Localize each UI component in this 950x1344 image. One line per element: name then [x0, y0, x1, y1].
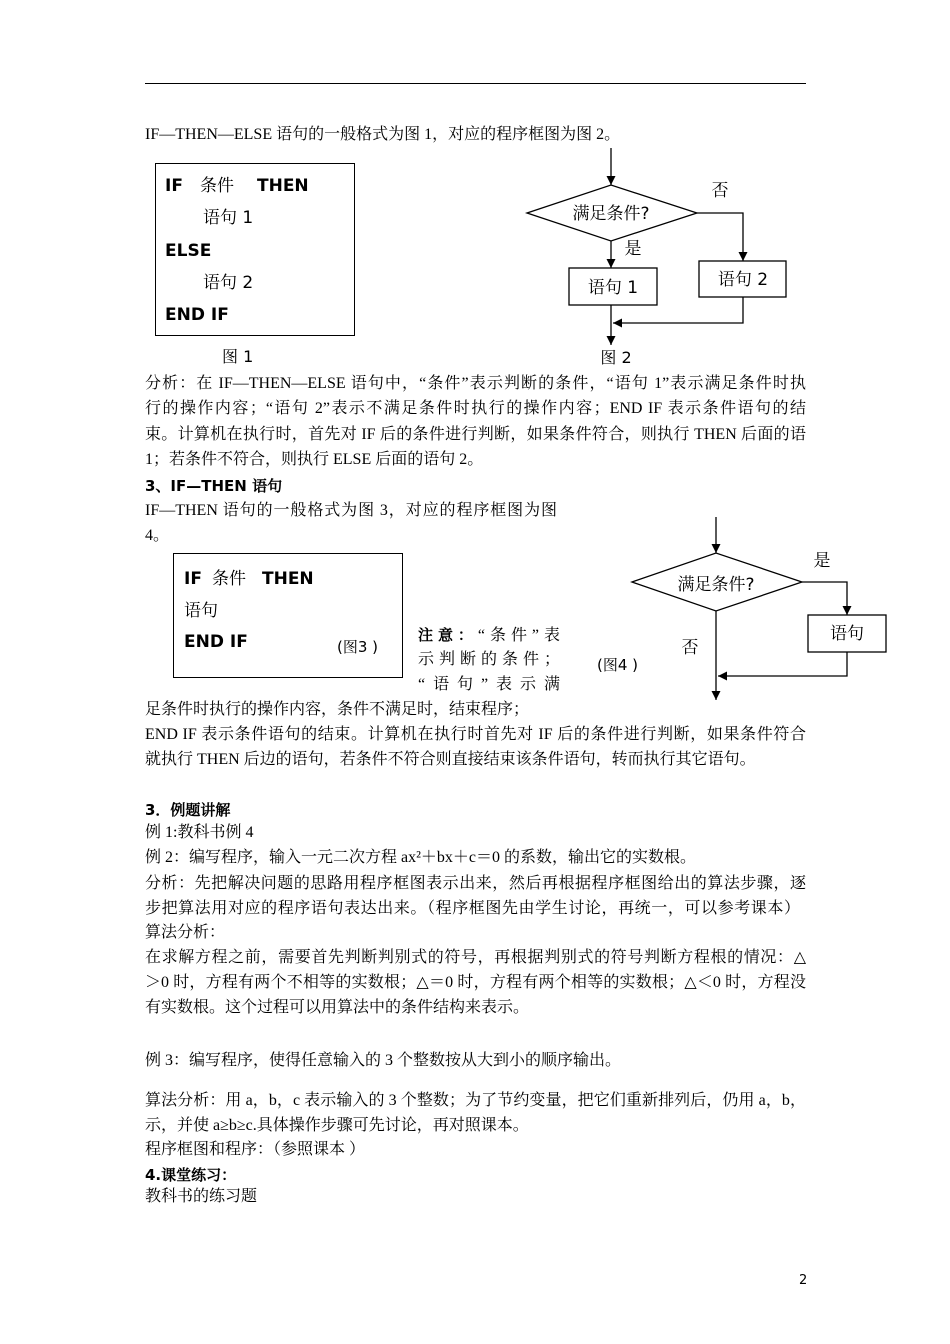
fig4-yes-label: 是	[813, 551, 831, 571]
fig2-no-branch-arrow	[697, 213, 743, 261]
fig3-end-if-keyword: END IF	[184, 632, 248, 652]
note-label: 注意：	[418, 626, 478, 644]
fig1-statement-1: 语句 1	[203, 208, 254, 228]
example-2-analysis-line: 步把算法用对应的程序语句表达出来。（程序框图先由学生讨论，再统一，可以参考课本）	[145, 900, 800, 917]
analysis-line: 束。计算机在执行时，首先对 IF 后的条件进行判断，如果条件符合，则执行 THEN 后面的语	[145, 426, 806, 443]
practice-text: 教科书的练习题	[145, 1188, 258, 1205]
figure-2-caption: 图 2	[600, 348, 632, 367]
figure-3-box	[173, 553, 403, 678]
figure-2-flowchart	[520, 140, 800, 370]
header-rule	[145, 83, 806, 84]
if-then-explain-line: 足条件时执行的操作内容，条件不满足时，结束程序；	[145, 701, 530, 718]
fig2-yes-label: 是	[624, 239, 642, 259]
figure-1-caption: 图 1	[222, 347, 254, 366]
examples-title: 3．例题讲解	[145, 801, 231, 819]
fig1-statement-2: 语句 2	[203, 273, 254, 293]
note-line: 示判断的条件；	[418, 651, 560, 668]
algorithm-analysis-line: ＞0 时，方程有两个不相等的实数根；△＝0 时，方程有两个相等的实数根；△＜0 时，方程没	[145, 974, 806, 991]
fig3-then-keyword: THEN	[262, 569, 314, 589]
note-line	[418, 625, 560, 645]
figure-3-caption: (图3 )	[337, 638, 379, 656]
example-3: 例 3：编写程序，使得任意输入的 3 个整数按从大到小的顺序输出。	[145, 1052, 622, 1069]
algorithm-analysis-title: 算法分析：	[145, 924, 226, 941]
if-then-intro-line: 4。	[145, 527, 170, 544]
fig2-no-label: 否	[711, 181, 729, 201]
fig3-condition: 条件	[212, 569, 246, 589]
fig1-then-keyword: THEN	[257, 176, 309, 196]
fig2-statement-1-text: 语句 1	[587, 278, 639, 298]
figure-4-caption: (图4 )	[597, 656, 639, 674]
fig4-merge-arrow	[718, 652, 847, 676]
figure-4-flowchart	[625, 510, 895, 710]
analysis-line: 分析：在 IF—THEN—ELSE 语句中，“条件”表示判断的条件，“语句 1”表示满足条件时执	[145, 375, 806, 392]
example-3-analysis-line: 算法分析：用 a，b，c 表示输入的 3 个整数；为了节约变量，把它们重新排列后，仍用 a，b，	[145, 1092, 806, 1109]
practice-title: 4.课堂练习：	[145, 1166, 237, 1184]
example-1: 例 1:教科书例 4	[145, 824, 254, 841]
fig1-condition: 条件	[200, 176, 234, 196]
example-3-program: 程序框图和程序：（参照课本 ）	[145, 1141, 366, 1158]
fig3-if-keyword: IF	[184, 569, 202, 589]
analysis-line: 行的操作内容；“语句 2”表示不满足条件时执行的操作内容；END IF 表示条件语句的结	[145, 400, 806, 417]
fig4-no-label: 否	[681, 638, 699, 658]
fig1-if-keyword: IF	[165, 176, 183, 196]
algorithm-analysis-line: 在求解方程之前，需要首先判断判别式的符号，再根据判别式的符号判断方程根的情况：△	[145, 949, 806, 966]
example-2: 例 2：编写程序，输入一元二次方程 ax²＋bx＋c＝0 的系数，输出它的实数根。	[145, 849, 697, 866]
analysis-line: 1；若条件不符合，则执行 ELSE 后面的语句 2。	[145, 451, 484, 468]
figure-1-box	[155, 163, 355, 336]
fig2-statement-2-text: 语句 2	[717, 270, 769, 290]
if-then-explain-line: 就执行 THEN 后边的语句，若条件不符合则直接结束该条件语句，转而执行其它语句。	[145, 751, 756, 768]
fig2-decision-text: 满足条件?	[572, 204, 650, 224]
if-then-explain-line: END IF 表示条件语句的结束。计算机在执行时首先对 IF 后的条件进行判断，如果条件符合	[145, 726, 806, 743]
if-then-intro-line: IF—THEN 语句的一般格式为图 3，对应的程序框图为图	[145, 502, 557, 519]
fig1-else-keyword: ELSE	[165, 241, 212, 261]
note-text: “条件”表	[477, 627, 560, 644]
fig1-end-if-keyword: END IF	[165, 305, 229, 325]
algorithm-analysis-line: 有实数根。这个过程可以用算法中的条件结构来表示。	[145, 999, 530, 1016]
fig4-yes-branch-arrow	[802, 582, 847, 615]
example-2-analysis-line: 分析：先把解决问题的思路用程序框图表示出来，然后再根据程序框图给出的算法步骤，逐	[145, 875, 806, 892]
fig4-decision-text: 满足条件?	[677, 575, 755, 595]
intro-line: IF—THEN—ELSE 语句的一般格式为图 1，对应的程序框图为图 2。	[145, 126, 621, 143]
example-3-analysis-line: 示，并使 a≥b≥c.具体操作步骤可先讨论，再对照课本。	[145, 1117, 529, 1134]
section-if-then-title: 3、IF—THEN 语句	[145, 477, 283, 495]
page-number: 2	[799, 1273, 808, 1288]
fig3-statement: 语句	[184, 601, 218, 621]
fig2-merge-arrow	[613, 297, 743, 323]
fig4-statement-text: 语句	[830, 624, 864, 644]
note-line: “语句”表示满	[418, 676, 560, 693]
